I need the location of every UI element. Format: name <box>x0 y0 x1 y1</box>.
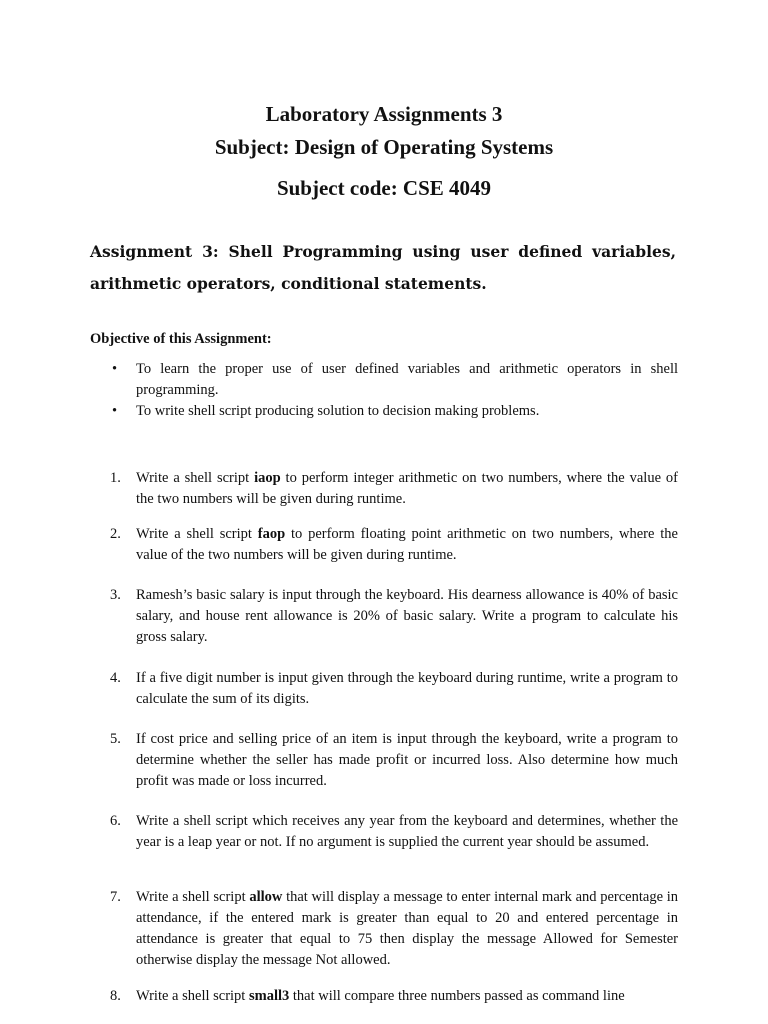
question-text: Ramesh’s basic salary is input through the keyboard. His dearness allowance is 40% of basic salary, and house rent allowance is 20% of basic salary. Write a program to calculate his gross salary. <box>136 587 678 645</box>
question-6 <box>110 811 678 853</box>
question-4 <box>110 668 678 710</box>
question-number: 5. <box>110 731 121 747</box>
subject-code: Subject code: CSE 4049 <box>276 176 492 200</box>
question-text: Write a shell script small3 that will compare three numbers passed as command line <box>136 988 625 1004</box>
question-number: 1. <box>110 470 121 486</box>
question-number: 3. <box>110 587 121 603</box>
question-3 <box>110 585 678 648</box>
question-1 <box>110 468 678 510</box>
question-text: Write a shell script allow that will display a message to enter internal mark and percentage in attendance, if the entered mark is greater than equal to 20 and entered percentage in attendance is greater that equal to 75 then display the message Allowed for Semester otherwise display the message Not allowed. <box>136 889 678 968</box>
bullet-icon: • <box>112 403 118 419</box>
objective-item-text: To write shell script producing solution to decision making problems. <box>136 403 540 419</box>
objective-heading: Objective of this Assignment: <box>90 331 272 347</box>
script-name: iaop <box>254 470 281 486</box>
question-number: 8. <box>110 988 121 1004</box>
question-text: Write a shell script faop to perform floating point arithmetic on two numbers, where the value of the two numbers will be given during runtime. <box>136 526 678 563</box>
question-text: If cost price and selling price of an item is input through the keyboard, write a program to determine whether the seller has made profit or incurred loss. Also determine how much profit was made or loss incurred. <box>136 731 678 789</box>
question-2 <box>110 524 678 566</box>
script-name: allow <box>249 889 283 905</box>
script-name: faop <box>257 526 286 542</box>
objective-item <box>90 401 678 422</box>
question-text: If a five digit number is input given through the keyboard during runtime, write a program to calculate the sum of its digits. <box>136 670 678 707</box>
assignment-heading: Assignment 3: Shell Programming using user defined variables, arithmetic operators, conditional statements. <box>90 242 676 293</box>
question-7 <box>110 887 678 971</box>
question-number: 4. <box>110 670 121 686</box>
objective-item-text: To learn the proper use of user defined variables and arithmetic operators in shell programming. <box>136 361 678 398</box>
objective-item <box>90 359 678 401</box>
question-number: 6. <box>110 813 121 829</box>
question-number: 7. <box>110 889 121 905</box>
objective-list <box>90 359 678 422</box>
question-number: 2. <box>110 526 121 542</box>
script-name: small3 <box>248 988 290 1004</box>
question-text: Write a shell script which receives any year from the keyboard and determines, whether the year is a leap year or not. If no argument is supplied the current year should be assumed. <box>136 813 678 850</box>
subject-name: Subject: Design of Operating Systems <box>214 135 554 159</box>
document-title: Laboratory Assignments 3 <box>265 102 503 126</box>
question-text: Write a shell script iaop to perform integer arithmetic on two numbers, where the value of the two numbers will be given during runtime. <box>136 470 678 507</box>
question-8 <box>110 986 678 1007</box>
question-5 <box>110 729 678 792</box>
bullet-icon: • <box>112 361 118 377</box>
